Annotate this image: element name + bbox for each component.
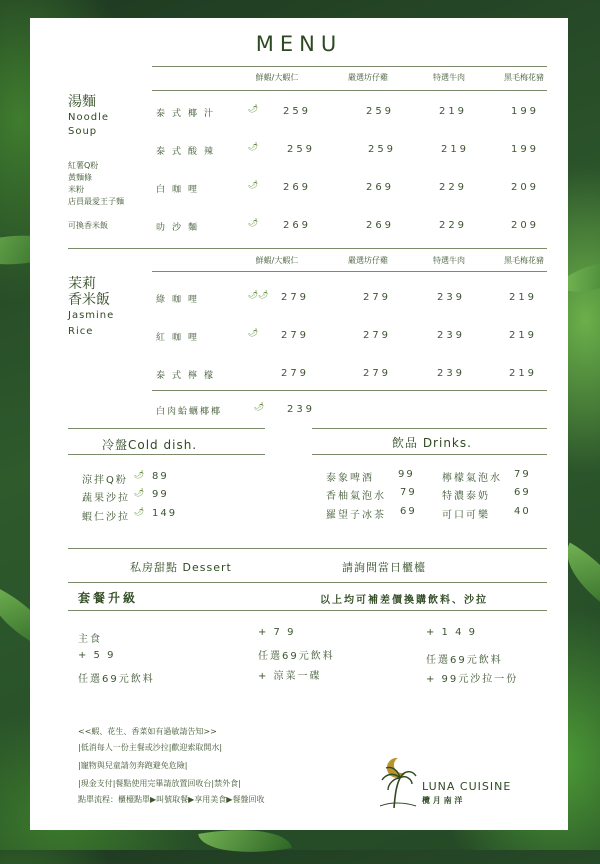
noodle-category-zh: 湯麵	[68, 94, 96, 110]
divider	[312, 454, 547, 455]
cold-item-name: 涼拌Q粉	[82, 475, 128, 486]
noodle-option: 店員最愛王子麵	[68, 197, 124, 206]
order-process: 點單流程：櫃檯點單▶叫號取餐▶享用美食▶餐盤回收	[78, 795, 265, 804]
palm-moon-logo	[376, 752, 418, 810]
column-header-beef: 特選牛肉	[433, 256, 465, 265]
drink-price: 79	[400, 487, 417, 498]
price: 219	[508, 330, 538, 341]
drink-price: 69	[514, 487, 531, 498]
price: 279	[280, 368, 310, 379]
cold-dish-title: 冷盤Cold dish.	[102, 438, 198, 452]
noodle-category-en: Noodle	[68, 112, 109, 123]
cold-item-name: 蝦仁沙拉	[82, 512, 130, 523]
drink-name: 可口可樂	[442, 510, 490, 521]
column-header-pork: 黑毛梅花豬	[504, 256, 544, 265]
price: 279	[280, 292, 310, 303]
allergy-note: <<蝦、花生、香菜如有過敏請告知>>	[78, 727, 217, 736]
rice-category-zh: 茉莉	[68, 276, 96, 292]
price: 279	[362, 292, 392, 303]
house-rule: |低消每人一份主餐或沙拉|歡迎索取開水|	[78, 743, 223, 752]
set-col1-line: + 5 9	[78, 650, 116, 661]
cold-item-price: 149	[152, 508, 178, 519]
cold-item-price: 99	[152, 489, 169, 500]
noodle-option: 紅薯Q粉	[68, 161, 99, 170]
price: 239	[436, 292, 466, 303]
drink-price: 69	[400, 506, 417, 517]
price: 279	[362, 368, 392, 379]
menu-card	[30, 18, 568, 830]
price: 199	[510, 144, 540, 155]
brand-name: LUNA CUISINE	[422, 780, 512, 793]
chili-icon: 🌶	[248, 104, 259, 113]
price: 239	[436, 368, 466, 379]
divider	[68, 428, 265, 429]
price: 239	[436, 330, 466, 341]
column-header-beef: 特選牛肉	[433, 73, 465, 82]
dessert-label: 私房甜點 Dessert	[130, 561, 232, 574]
price: 259	[367, 144, 397, 155]
chili-icon: 🌶	[248, 218, 259, 227]
chili-icon: 🌶🌶	[248, 290, 269, 299]
menu-item-name: 綠咖哩	[156, 295, 205, 305]
divider	[68, 582, 547, 583]
drink-name: 香柚氣泡水	[326, 491, 386, 502]
dessert-note: 請詢問當日櫃檯	[342, 561, 426, 574]
set-col3-line: + 99元沙拉一份	[426, 674, 519, 685]
price: 219	[508, 368, 538, 379]
drink-price: 99	[398, 469, 415, 480]
price: 209	[510, 220, 540, 231]
price: 239	[286, 404, 316, 415]
divider	[68, 610, 547, 611]
set-col3-line: 任選69元飲料	[426, 655, 503, 666]
chili-icon: 🌶	[248, 180, 259, 189]
house-rule: |寵物與兒童請勿奔跑避免危險|	[78, 761, 188, 770]
set-col2-line: 任選69元飲料	[258, 651, 335, 662]
divider	[152, 66, 547, 67]
price: 269	[365, 220, 395, 231]
divider	[152, 390, 547, 391]
menu-item-name: 泰式椰汁	[156, 109, 221, 119]
rice-category-zh: 香米飯	[68, 292, 110, 308]
chili-icon: 🌶	[254, 402, 265, 411]
menu-item-name: 白肉蛤蠣椰椰	[156, 407, 223, 417]
rice-category-en: Jasmine	[68, 310, 115, 321]
set-upgrade-title: 套餐升級	[78, 591, 139, 605]
price: 269	[365, 182, 395, 193]
drink-name: 泰象啤酒	[326, 473, 374, 484]
divider	[152, 271, 547, 272]
divider	[68, 454, 265, 455]
divider	[68, 248, 547, 249]
drinks-title: 飲品 Drinks.	[392, 436, 472, 450]
divider	[312, 428, 547, 429]
set-col3-line: + 1 4 9	[426, 627, 478, 638]
drink-price: 40	[514, 506, 531, 517]
rice-category-en: Rice	[68, 326, 94, 337]
set-col1-line: 任選69元飲料	[78, 674, 155, 685]
drink-name: 特濃泰奶	[442, 491, 490, 502]
price: 219	[440, 144, 470, 155]
price: 259	[282, 106, 312, 117]
column-header-shrimp: 鮮蝦/大蝦仁	[255, 256, 299, 265]
price: 199	[510, 106, 540, 117]
price: 269	[282, 182, 312, 193]
menu-item-name: 紅咖哩	[156, 333, 205, 343]
cold-item-name: 蔬果沙拉	[82, 493, 130, 504]
price: 219	[508, 292, 538, 303]
price: 229	[438, 220, 468, 231]
set-col1-line: 主食	[78, 634, 102, 645]
price: 219	[438, 106, 468, 117]
menu-item-name: 白咖哩	[156, 185, 205, 195]
price: 279	[362, 330, 392, 341]
column-header-chicken: 嚴選坊仔雞	[348, 256, 388, 265]
set-col2-line: + 7 9	[258, 627, 296, 638]
noodle-option: 黃麵條	[68, 173, 92, 182]
column-header-pork: 黑毛梅花豬	[504, 73, 544, 82]
chili-icon: 🌶	[134, 470, 145, 479]
set-upgrade-note: 以上均可補差價換購飲料、沙拉	[320, 595, 488, 606]
rice-substitute-note: 可換香米飯	[68, 221, 108, 230]
price: 279	[280, 330, 310, 341]
menu-title: MENU	[255, 32, 343, 56]
drink-price: 79	[514, 469, 531, 480]
price: 229	[438, 182, 468, 193]
menu-item-name: 泰式檸檬	[156, 371, 221, 381]
house-rule: |現金支付|餐點使用完畢請放置回收台|禁外食|	[78, 779, 241, 788]
cold-item-price: 89	[152, 471, 169, 482]
column-header-chicken: 嚴選坊仔雞	[348, 73, 388, 82]
drink-name: 檸檬氣泡水	[442, 473, 502, 484]
chili-icon: 🌶	[248, 142, 259, 151]
chili-icon: 🌶	[134, 488, 145, 497]
divider	[68, 548, 547, 549]
noodle-option: 米粉	[68, 185, 84, 194]
drink-name: 羅望子冰茶	[326, 510, 386, 521]
chili-icon: 🌶	[134, 507, 145, 516]
noodle-category-en: Soup	[68, 126, 98, 137]
brand-subtitle: 欖 月 南 洋	[422, 796, 463, 805]
price: 259	[365, 106, 395, 117]
price: 209	[510, 182, 540, 193]
price: 259	[286, 144, 316, 155]
chili-icon: 🌶	[248, 328, 259, 337]
price: 269	[282, 220, 312, 231]
divider	[152, 90, 547, 91]
column-header-shrimp: 鮮蝦/大蝦仁	[255, 73, 299, 82]
menu-item-name: 泰式酸辣	[156, 147, 221, 157]
menu-item-name: 叻沙麵	[156, 223, 205, 233]
set-col2-line: + 涼菜一碟	[258, 671, 322, 682]
